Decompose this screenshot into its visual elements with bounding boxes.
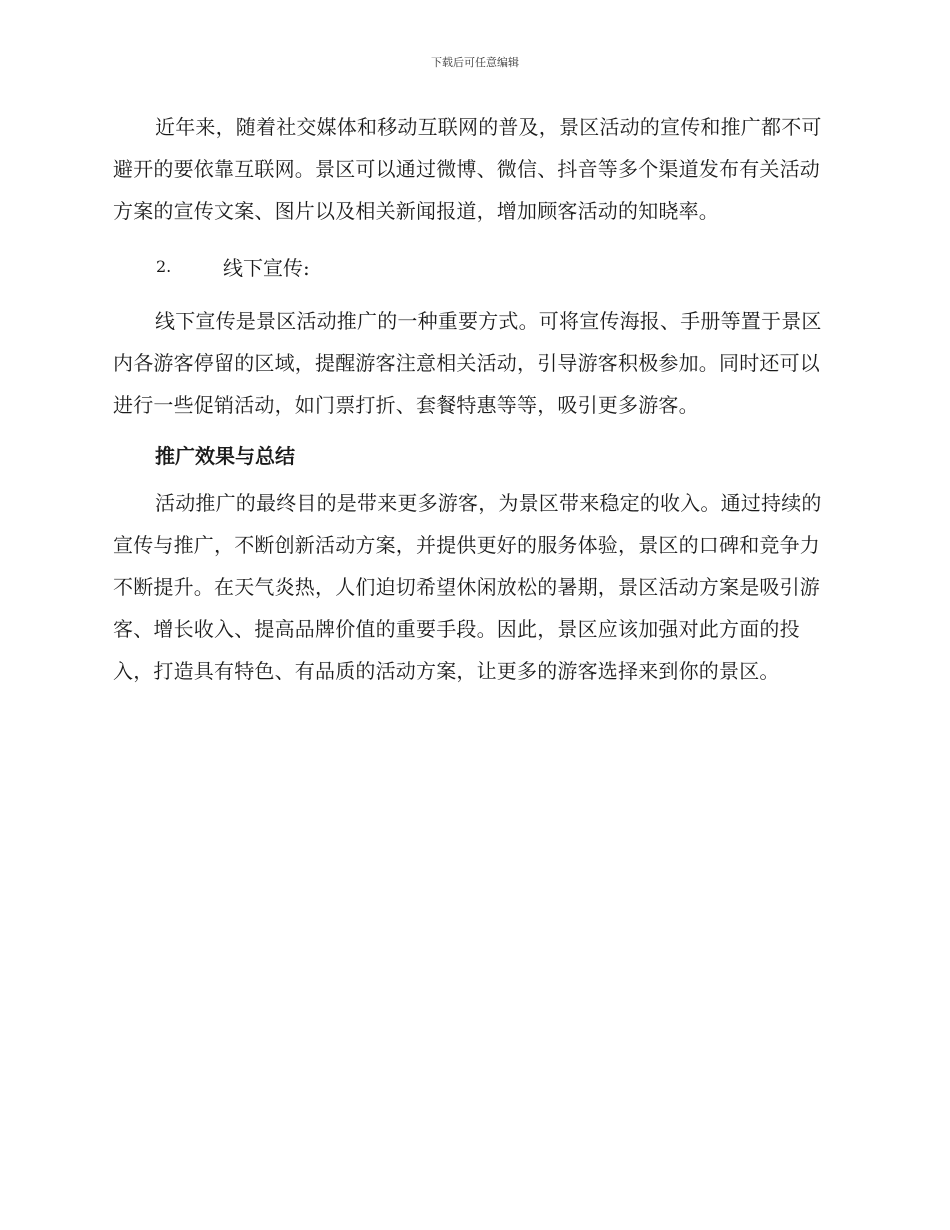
page-header: 下载后可任意编辑 — [431, 56, 519, 69]
paragraph-summary: 活动推广的最终目的是带来更多游客，为景区带来稳定的收入。通过持续的宣传与推广，不断创新活动方案，并提供更好的服务体验，景区的口碑和竞争力不断提升。在天气炎热，人们迫切希望休闲放松的暑期，景区活动方案是吸引游客、增长收入、提高品牌价值的重要手段。因此，景区应该加强对此方面的投入，打造具有特色、有品质的活动方案，让更多的游客选择来到你的景区。 — [113, 491, 822, 683]
list-number: 2. — [156, 256, 172, 276]
paragraph-online-promotion: 近年来，随着社交媒体和移动互联网的普及，景区活动的宣传和推广都不可避开的要依靠互联网。景区可以通过微博、微信、抖音等多个渠道发布有关活动方案的宣传文案、图片以及相关新闻报道，增加顾客活动的知晓率。 — [113, 115, 822, 223]
paragraph-offline-promotion: 线下宣传是景区活动推广的一种重要方式。可将宣传海报、手册等置于景区内各游客停留的区域，提醒游客注意相关活动，引导游客积极参加。同时还可以进行一些促销活动，如门票打折、套餐特惠等等，吸引更多游客。 — [113, 309, 822, 417]
document-body — [113, 106, 835, 692]
list-item-label: 线下宣传: — [223, 255, 310, 280]
list-item-offline-promotion — [113, 245, 835, 287]
section-heading: 推广效果与总结 — [155, 444, 295, 468]
